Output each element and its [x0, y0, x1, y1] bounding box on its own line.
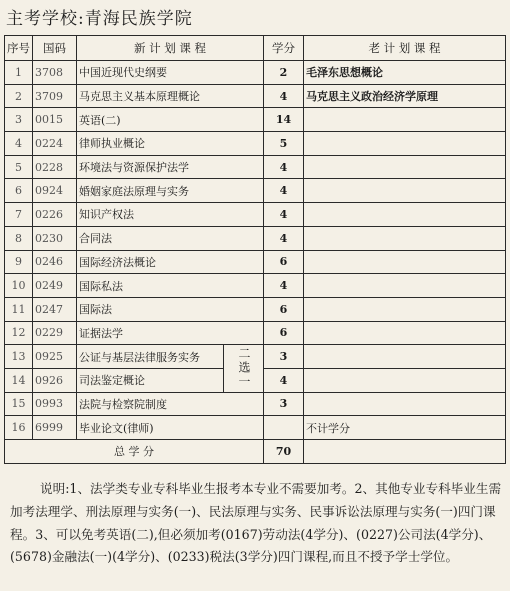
row-seq: 5 — [5, 155, 33, 179]
row-credit: 6 — [264, 297, 304, 321]
school-header: 主考学校:青海民族学院 — [6, 9, 193, 29]
row-old-course — [304, 108, 506, 132]
row-seq: 12 — [5, 321, 33, 345]
row-seq: 7 — [5, 203, 33, 227]
table-row — [5, 203, 506, 227]
row-credit: 3 — [264, 392, 304, 416]
table-row — [5, 61, 506, 85]
row-old-course: 不计学分 — [304, 416, 506, 440]
row-code: 0229 — [33, 321, 77, 345]
col-new-course: 新 计 划 课 程 — [77, 36, 264, 61]
row-seq: 2 — [5, 84, 33, 108]
total-old-empty — [304, 440, 506, 464]
table-row — [5, 179, 506, 203]
row-old-course — [304, 392, 506, 416]
row-credit: 2 — [264, 61, 304, 85]
row-code: 3708 — [33, 61, 77, 85]
row-code: 0926 — [33, 368, 77, 392]
row-old-course — [304, 368, 506, 392]
col-code: 国码 — [33, 36, 77, 61]
table-row — [5, 392, 506, 416]
row-seq: 8 — [5, 226, 33, 250]
row-credit: 4 — [264, 226, 304, 250]
row-code: 0224 — [33, 132, 77, 156]
row-credit: 3 — [264, 345, 304, 369]
row-old-course — [304, 250, 506, 274]
row-credit: 4 — [264, 179, 304, 203]
row-old-course — [304, 297, 506, 321]
row-credit: 5 — [264, 132, 304, 156]
row-code: 0249 — [33, 274, 77, 298]
table-row — [5, 84, 506, 108]
row-course: 国际法 — [77, 297, 264, 321]
row-course: 国际经济法概论 — [77, 250, 264, 274]
row-code: 3709 — [33, 84, 77, 108]
row-course: 合同法 — [77, 226, 264, 250]
row-code: 0246 — [33, 250, 77, 274]
row-credit: 4 — [264, 84, 304, 108]
row-seq: 16 — [5, 416, 33, 440]
row-code: 0015 — [33, 108, 77, 132]
row-old-course — [304, 155, 506, 179]
table-row — [5, 416, 506, 440]
row-course: 马克思主义基本原理概论 — [77, 84, 264, 108]
row-seq: 3 — [5, 108, 33, 132]
choose-one-note: 二选一 — [224, 345, 264, 392]
row-old-course — [304, 203, 506, 227]
col-seq: 序号 — [5, 36, 33, 61]
row-code: 0993 — [33, 392, 77, 416]
row-old-course: 马克思主义政治经济学原理 — [304, 84, 506, 108]
row-seq: 11 — [5, 297, 33, 321]
col-old-course: 老 计 划 课 程 — [304, 36, 506, 61]
row-course: 律师执业概论 — [77, 132, 264, 156]
row-old-course — [304, 345, 506, 369]
course-plan-table — [4, 35, 506, 464]
row-course: 国际私法 — [77, 274, 264, 298]
row-credit: 4 — [264, 368, 304, 392]
row-course: 法院与检察院制度 — [77, 392, 264, 416]
row-credit: 6 — [264, 321, 304, 345]
explanation-note: 说明:1、法学类专业专科毕业生报考本专业不需要加考。2、其他专业专科毕业生需加考法理学、刑法原理与实务(一)、民法原理与实务、民事诉讼法原理与实务(一)四门课程。3、可以免考英语(二),但必须加考(0167)劳动法(4学分)、(0227)公司法(4学分)、(5678)金融法(一)(4学分)、(0233)税法(3学分)四门课程,而且不授予学士学位。 — [10, 481, 502, 565]
row-seq: 9 — [5, 250, 33, 274]
row-course: 毕业论文(律师) — [77, 416, 264, 440]
row-seq: 10 — [5, 274, 33, 298]
row-credit: 6 — [264, 250, 304, 274]
total-label: 总 学 分 — [5, 440, 264, 464]
table-row — [5, 321, 506, 345]
row-code: 0924 — [33, 179, 77, 203]
row-credit: 4 — [264, 203, 304, 227]
row-credit: 4 — [264, 155, 304, 179]
row-course: 英语(二) — [77, 108, 264, 132]
row-code: 0247 — [33, 297, 77, 321]
row-old-course — [304, 321, 506, 345]
row-code: 0925 — [33, 345, 77, 369]
row-course: 婚姻家庭法原理与实务 — [77, 179, 264, 203]
row-course: 公证与基层法律服务实务 — [77, 345, 224, 369]
row-old-course — [304, 132, 506, 156]
table-row — [5, 108, 506, 132]
table-row — [5, 297, 506, 321]
row-credit: 14 — [264, 108, 304, 132]
table-row — [5, 345, 506, 369]
row-old-course: 毛泽东思想概论 — [304, 61, 506, 85]
row-seq: 14 — [5, 368, 33, 392]
table-row — [5, 250, 506, 274]
row-old-course — [304, 274, 506, 298]
table-row — [5, 132, 506, 156]
row-seq: 4 — [5, 132, 33, 156]
table-row — [5, 274, 506, 298]
row-course: 司法鉴定概论 — [77, 368, 224, 392]
row-code: 0226 — [33, 203, 77, 227]
row-course: 环境法与资源保护法学 — [77, 155, 264, 179]
table-row — [5, 155, 506, 179]
row-course: 中国近现代史纲要 — [77, 61, 264, 85]
row-credit — [264, 416, 304, 440]
table-header-row — [5, 36, 506, 61]
row-seq: 1 — [5, 61, 33, 85]
total-row — [5, 440, 506, 464]
row-seq: 15 — [5, 392, 33, 416]
row-credit: 4 — [264, 274, 304, 298]
row-seq: 6 — [5, 179, 33, 203]
row-course: 证据法学 — [77, 321, 264, 345]
total-credit: 70 — [264, 440, 304, 464]
row-seq: 13 — [5, 345, 33, 369]
row-old-course — [304, 179, 506, 203]
col-credit: 学分 — [264, 36, 304, 61]
row-code: 0228 — [33, 155, 77, 179]
row-code: 0230 — [33, 226, 77, 250]
table-row — [5, 226, 506, 250]
row-code: 6999 — [33, 416, 77, 440]
row-old-course — [304, 226, 506, 250]
row-course: 知识产权法 — [77, 203, 264, 227]
